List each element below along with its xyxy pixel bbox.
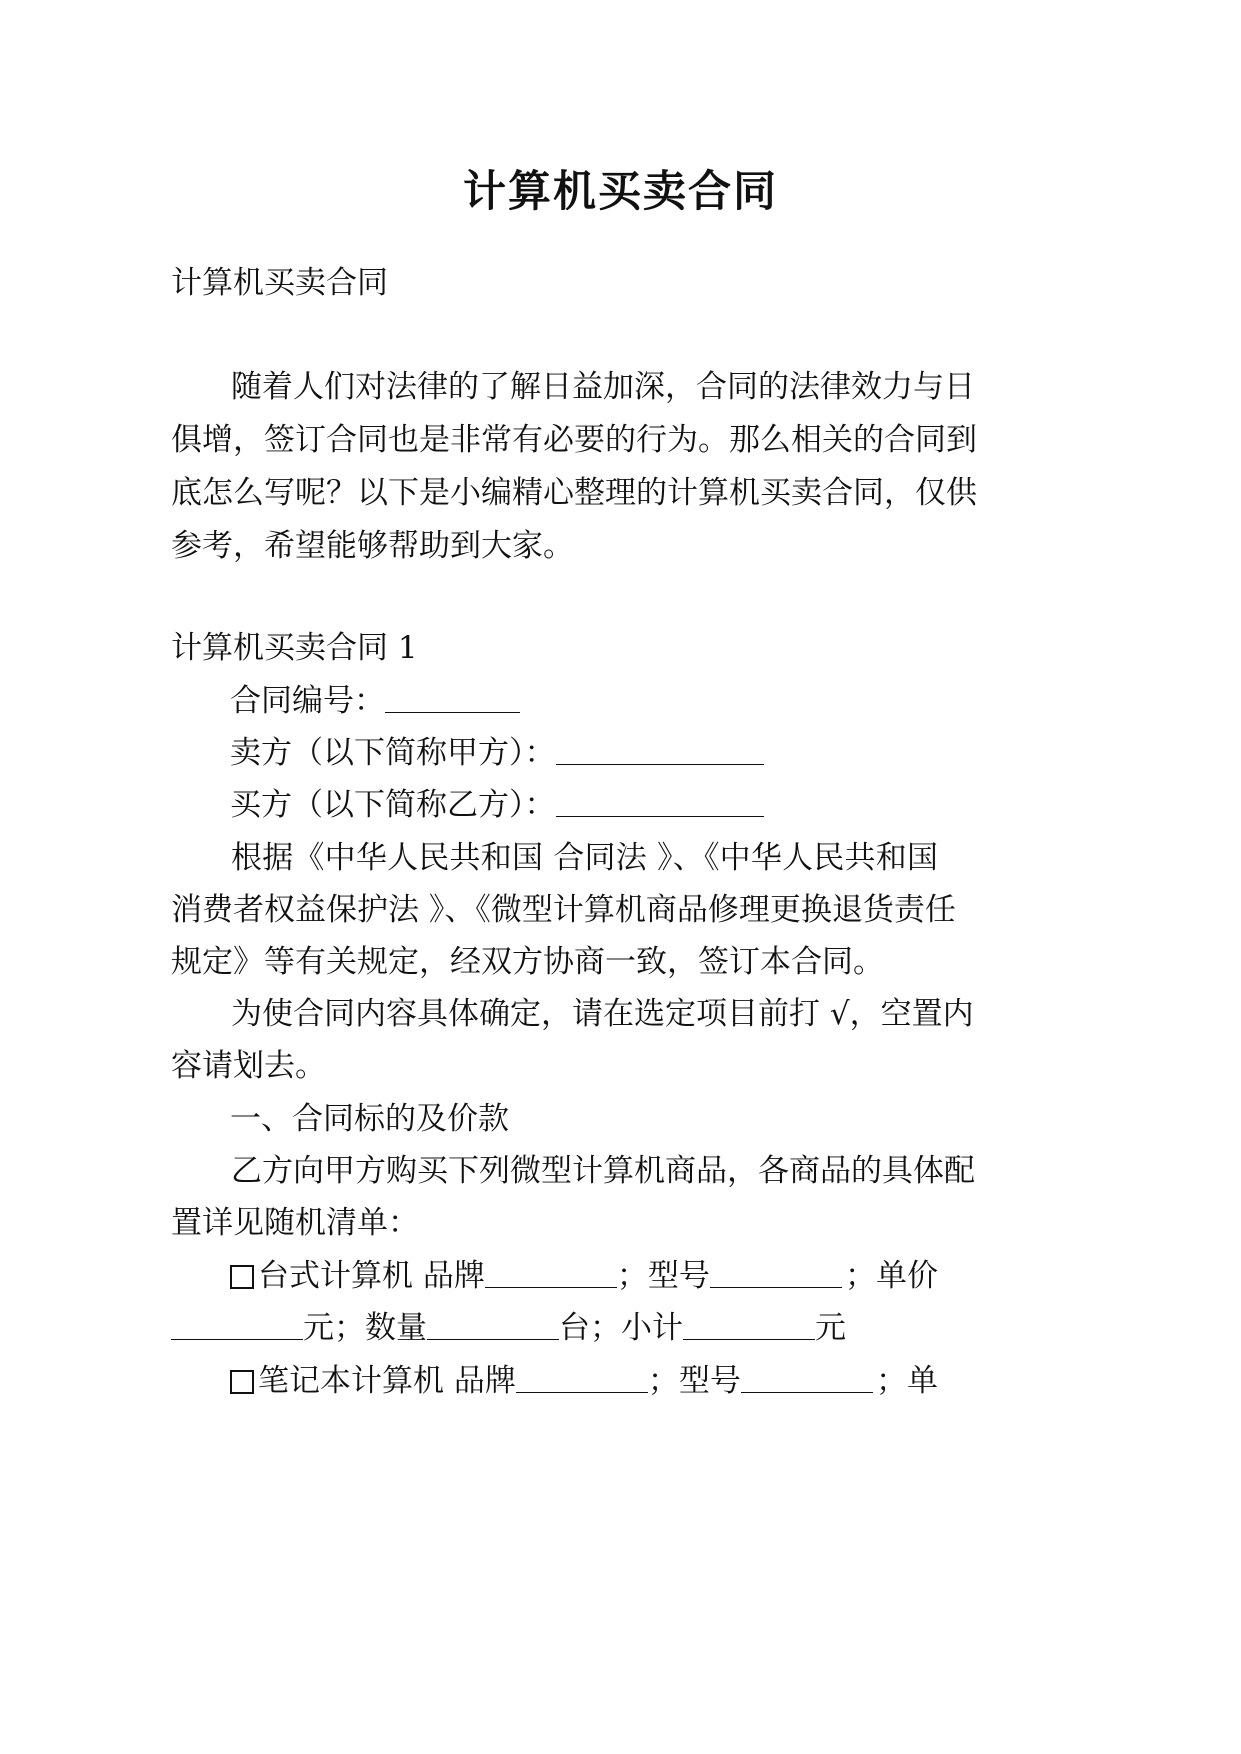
desktop-brand-blank[interactable]: [485, 1257, 617, 1288]
buyer-blank[interactable]: [556, 786, 764, 817]
laptop-model-blank[interactable]: [741, 1362, 873, 1393]
laptop-brand-blank[interactable]: [516, 1362, 648, 1393]
desktop-model-label: ；型号: [616, 1258, 710, 1294]
basis-line: 消费者权益保护法 》、《微型计算机商品修理更换退货责任: [171, 892, 956, 928]
buyer-field: [230, 785, 764, 825]
basis-line: 规定》等有关规定，经双方协商一致，签订本合同。: [171, 944, 884, 980]
section1-heading: 一、合同标的及价款: [230, 1101, 509, 1137]
desktop-yuan-label: 元: [815, 1310, 846, 1346]
laptop-checkbox[interactable]: [230, 1370, 254, 1394]
desktop-subtotal-blank[interactable]: [683, 1309, 815, 1340]
intro-line: 参考，希望能够帮助到大家。: [171, 528, 574, 564]
desktop-quantity-label: 元；数量: [303, 1310, 427, 1346]
desktop-quantity-blank[interactable]: [427, 1309, 559, 1340]
subtitle: 计算机买卖合同: [171, 265, 388, 301]
intro-line: 俱增，签订合同也是非常有必要的行为。那么相关的合同到: [171, 422, 977, 458]
contract-number-field: [230, 681, 520, 721]
laptop-label: 笔记本计算机 品牌: [258, 1363, 516, 1399]
seller-blank[interactable]: [556, 734, 764, 765]
desktop-subtotal-label: 台；小计: [559, 1310, 683, 1346]
laptop-price-label: ；单: [876, 1363, 938, 1399]
section1-line: 乙方向甲方购买下列微型计算机商品，各商品的具体配: [231, 1153, 975, 1189]
desktop-label: 台式计算机 品牌: [258, 1258, 485, 1294]
contract-number-label: 合同编号：: [230, 683, 385, 719]
desktop-price-label: ；单价: [845, 1258, 938, 1294]
desktop-price-blank[interactable]: [171, 1309, 303, 1340]
seller-label: 卖方（以下简称甲方）：: [230, 735, 556, 771]
desktop-line-2: [171, 1308, 846, 1348]
intro-line: 随着人们对法律的了解日益加深，合同的法律效力与日: [231, 369, 975, 405]
section1-line: 置详见随机清单：: [171, 1205, 419, 1241]
document-title: 计算机买卖合同: [463, 167, 778, 217]
desktop-line: [230, 1256, 938, 1296]
contract-heading: 计算机买卖合同 1: [171, 630, 418, 666]
intro-line: 底怎么写呢？以下是小编精心整理的计算机买卖合同，仅供: [171, 475, 977, 511]
instruction-line: 容请划去。: [171, 1048, 326, 1084]
seller-field: [230, 733, 764, 773]
contract-number-blank[interactable]: [385, 682, 520, 713]
desktop-checkbox[interactable]: [230, 1265, 254, 1289]
basis-line: 根据《中华人民共和国 合同法 》、《中华人民共和国: [231, 840, 938, 876]
desktop-model-blank[interactable]: [710, 1257, 842, 1288]
laptop-model-label: ；型号: [647, 1363, 741, 1399]
laptop-line: [230, 1361, 938, 1401]
instruction-line: 为使合同内容具体确定，请在选定项目前打 √，空置内: [231, 996, 974, 1032]
buyer-label: 买方（以下简称乙方）：: [230, 787, 556, 823]
